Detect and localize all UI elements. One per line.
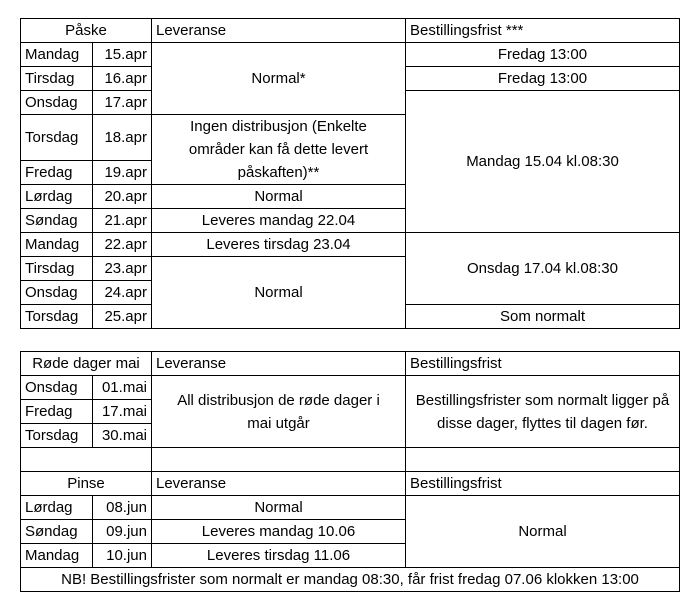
day-cell: Tirsdag [21, 67, 93, 91]
day-cell: Torsdag [21, 115, 93, 161]
day-cell: Søndag [21, 209, 93, 233]
day-cell: Torsdag [21, 305, 93, 329]
pentecost-delivery-header: Leveranse [152, 472, 406, 496]
date-cell: 09.jun [93, 520, 152, 544]
date-cell: 23.apr [93, 257, 152, 281]
may-header-row [21, 352, 680, 376]
day-cell: Mandag [21, 233, 93, 257]
deadline-cell: Mandag 15.04 kl.08:30 [406, 91, 680, 233]
spacer-row [21, 448, 680, 472]
day-cell: Lørdag [21, 496, 93, 520]
date-cell: 30.mai [93, 424, 152, 448]
delivery-cell: Leveres tirsdag 11.06 [152, 544, 406, 568]
delivery-cell: Normal [152, 496, 406, 520]
date-cell: 08.jun [93, 496, 152, 520]
deadline-cell: Onsdag 17.04 kl.08:30 [406, 233, 680, 305]
day-cell: Onsdag [21, 91, 93, 115]
table-row [21, 43, 680, 67]
easter-header-row [21, 19, 680, 43]
date-cell: 19.apr [93, 160, 152, 184]
easter-deadline-header: Bestillingsfrist *** [406, 19, 680, 43]
may-pentecost-table [20, 351, 680, 592]
date-cell: 18.apr [93, 115, 152, 161]
date-cell: 17.mai [93, 400, 152, 424]
date-cell: 22.apr [93, 233, 152, 257]
day-cell: Mandag [21, 544, 93, 568]
table-row [21, 496, 680, 520]
may-deadline-header: Bestillingsfrist [406, 352, 680, 376]
delivery-cell: Normal* [152, 43, 406, 115]
day-cell: Lørdag [21, 185, 93, 209]
may-period-header: Røde dager mai [21, 352, 152, 376]
spacer-cell [21, 448, 152, 472]
day-cell: Tirsdag [21, 257, 93, 281]
day-cell: Fredag [21, 400, 93, 424]
day-cell: Mandag [21, 43, 93, 67]
date-cell: 25.apr [93, 305, 152, 329]
pentecost-note: NB! Bestillingsfrister som normalt er mandag 08:30, får frist fredag 07.06 klokken 13:00 [21, 568, 680, 592]
note-row [21, 568, 680, 592]
delivery-cell: Leveres mandag 10.06 [152, 520, 406, 544]
delivery-cell: Leveres mandag 22.04 [152, 209, 406, 233]
spacer-cell [152, 448, 406, 472]
date-cell: 15.apr [93, 43, 152, 67]
date-cell: 24.apr [93, 281, 152, 305]
may-deadline-cell: Bestillingsfrister som normalt ligger på disse dager, flyttes til dagen før. [406, 376, 680, 448]
day-cell: Søndag [21, 520, 93, 544]
pentecost-deadline-cell: Normal [406, 496, 680, 568]
date-cell: 17.apr [93, 91, 152, 115]
may-delivery-cell: All distribusjon de røde dager i mai utgår [152, 376, 406, 448]
may-delivery-header: Leveranse [152, 352, 406, 376]
pentecost-deadline-header: Bestillingsfrist [406, 472, 680, 496]
delivery-cell: Normal [152, 185, 406, 209]
day-cell: Fredag [21, 160, 93, 184]
delivery-cell: Ingen distribusjon (Enkelte områder kan få dette levert påskaften)** [152, 115, 406, 185]
delivery-cell: Leveres tirsdag 23.04 [152, 233, 406, 257]
date-cell: 21.apr [93, 209, 152, 233]
date-cell: 16.apr [93, 67, 152, 91]
pentecost-period-header: Pinse [21, 472, 152, 496]
easter-period-header: Påske [21, 19, 152, 43]
easter-delivery-header: Leveranse [152, 19, 406, 43]
table-row [21, 233, 680, 257]
date-cell: 01.mai [93, 376, 152, 400]
date-cell: 10.jun [93, 544, 152, 568]
pentecost-header-row [21, 472, 680, 496]
deadline-cell: Som normalt [406, 305, 680, 329]
easter-schedule-table [20, 18, 680, 329]
deadline-cell: Fredag 13:00 [406, 43, 680, 67]
spacer-cell [406, 448, 680, 472]
delivery-cell: Normal [152, 257, 406, 329]
day-cell: Onsdag [21, 376, 93, 400]
day-cell: Onsdag [21, 281, 93, 305]
date-cell: 20.apr [93, 185, 152, 209]
table-row [21, 376, 680, 400]
deadline-cell: Fredag 13:00 [406, 67, 680, 91]
day-cell: Torsdag [21, 424, 93, 448]
